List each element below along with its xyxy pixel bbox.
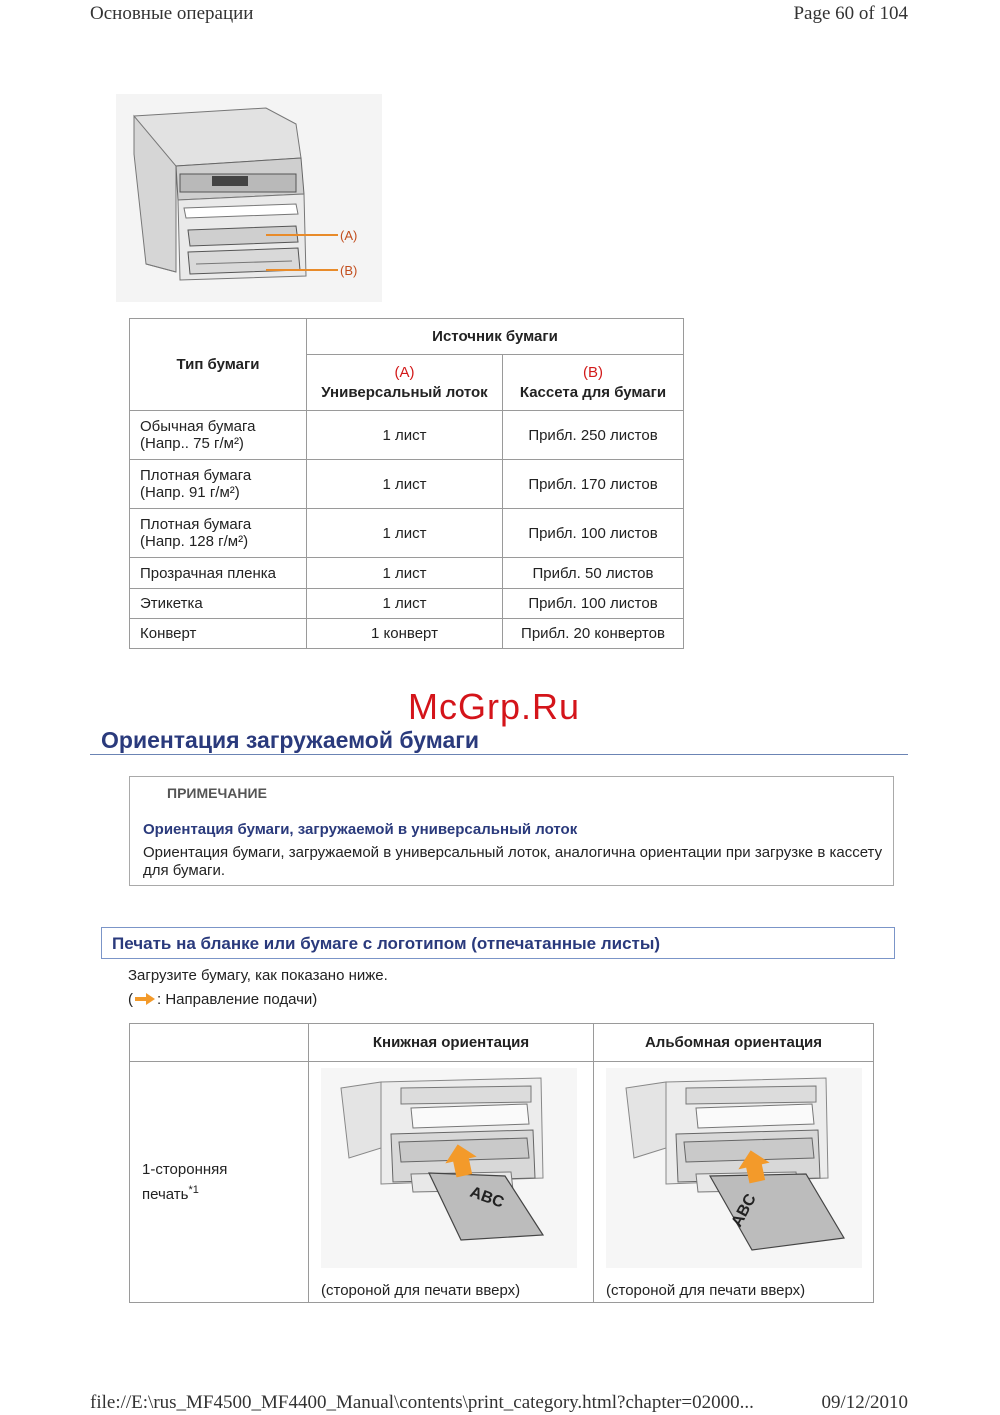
col-a-name: Универсальный лоток bbox=[321, 384, 488, 401]
table-row bbox=[130, 460, 684, 509]
table-row bbox=[130, 619, 684, 649]
watermark-logo: McGrp.Ru bbox=[408, 686, 581, 727]
paper-type-cell: Конверт bbox=[130, 619, 307, 649]
tray-capacity-cell: 1 лист bbox=[307, 411, 503, 460]
tray-capacity-cell: 1 лист bbox=[307, 460, 503, 509]
label-a: (A) bbox=[340, 228, 358, 243]
portrait-header: Книжная ориентация bbox=[309, 1024, 594, 1062]
paper-type-cell: Этикетка bbox=[130, 589, 307, 619]
header-section-title: Основные операции bbox=[90, 3, 254, 24]
paper-type-cell: Прозрачная пленка bbox=[130, 558, 307, 589]
paper-type-header: Тип бумаги bbox=[130, 319, 307, 411]
paper-capacity-table bbox=[129, 318, 684, 649]
landscape-cell bbox=[594, 1062, 874, 1303]
label-b: (B) bbox=[340, 263, 358, 278]
paper-type-cell: Обычная бумага (Напр.. 75 г/м²) bbox=[130, 411, 307, 460]
table-row bbox=[130, 411, 684, 460]
table-row bbox=[130, 509, 684, 558]
paper-type-cell: Плотная бумага (Напр. 128 г/м²) bbox=[130, 509, 307, 558]
table-row bbox=[130, 558, 684, 589]
footer-date: 09/12/2010 bbox=[821, 1392, 908, 1413]
note-subtitle: Ориентация бумаги, загружаемой в универсальный лоток bbox=[143, 821, 578, 838]
paper-type-cell: Плотная бумага (Напр. 91 г/м²) bbox=[130, 460, 307, 509]
paper-source-header: Источник бумаги bbox=[307, 319, 684, 355]
load-instruction: Загрузите бумагу, как показано ниже. bbox=[128, 967, 388, 984]
landscape-caption: (стороной для печати вверх) bbox=[606, 1282, 806, 1299]
orientation-table bbox=[129, 1023, 874, 1303]
cassette-capacity-cell: Прибл. 250 листов bbox=[503, 411, 684, 460]
subsection-title: Печать на бланке или бумаге с логотипом (отпечатанные листы) bbox=[112, 934, 661, 953]
tray-capacity-cell: 1 лист bbox=[307, 589, 503, 619]
cassette-capacity-cell: Прибл. 170 листов bbox=[503, 460, 684, 509]
feed-direction-legend: ( : Направление подачи) bbox=[128, 991, 318, 1008]
landscape-header: Альбомная ориентация bbox=[594, 1024, 874, 1062]
col-a-code: (A) bbox=[394, 364, 415, 381]
portrait-cell bbox=[309, 1062, 594, 1303]
col-b-code: (B) bbox=[583, 364, 603, 381]
landscape-loading-illustration bbox=[606, 1068, 862, 1268]
cassette-capacity-cell: Прибл. 100 листов bbox=[503, 509, 684, 558]
printer-illustration bbox=[116, 94, 382, 302]
col-b-name: Кассета для бумаги bbox=[519, 384, 667, 401]
section-title: Ориентация загружаемой бумаги bbox=[101, 727, 479, 753]
subsection-box bbox=[101, 927, 895, 959]
cassette-capacity-cell: Прибл. 100 листов bbox=[503, 589, 684, 619]
note-label: ПРИМЕЧАНИЕ bbox=[167, 785, 267, 801]
feed-arrow-icon bbox=[134, 993, 156, 1005]
note-box bbox=[129, 776, 894, 886]
portrait-caption: (стороной для печати вверх) bbox=[321, 1282, 521, 1299]
table-row bbox=[130, 589, 684, 619]
portrait-loading-illustration bbox=[321, 1068, 577, 1268]
header-page-number: Page 60 of 104 bbox=[793, 3, 908, 24]
cassette-capacity-cell: Прибл. 20 конвертов bbox=[503, 619, 684, 649]
cassette-capacity-cell: Прибл. 50 листов bbox=[503, 558, 684, 589]
multipurpose-tray-header bbox=[307, 355, 503, 411]
section-divider bbox=[90, 754, 908, 755]
paper-cassette-header bbox=[503, 355, 684, 411]
note-body: Ориентация бумаги, загружаемой в универсальный лоток, аналогична ориентации при загрузке в кассету для бумаги. bbox=[143, 844, 883, 879]
tray-capacity-cell: 1 лист bbox=[307, 509, 503, 558]
orientation-empty-header bbox=[130, 1024, 309, 1062]
footer-file-path: file://E:\rus_MF4500_MF4400_Manual\contents\print_category.html?chapter=02000... bbox=[90, 1392, 754, 1413]
tray-capacity-cell: 1 конверт bbox=[307, 619, 503, 649]
one-sided-label: 1-сторонняя печать$^{*1}$ bbox=[130, 1062, 309, 1303]
tray-capacity-cell: 1 лист bbox=[307, 558, 503, 589]
paper-text-abc: ABC bbox=[728, 1191, 760, 1230]
paper-text-abc: ABC bbox=[467, 1183, 507, 1212]
